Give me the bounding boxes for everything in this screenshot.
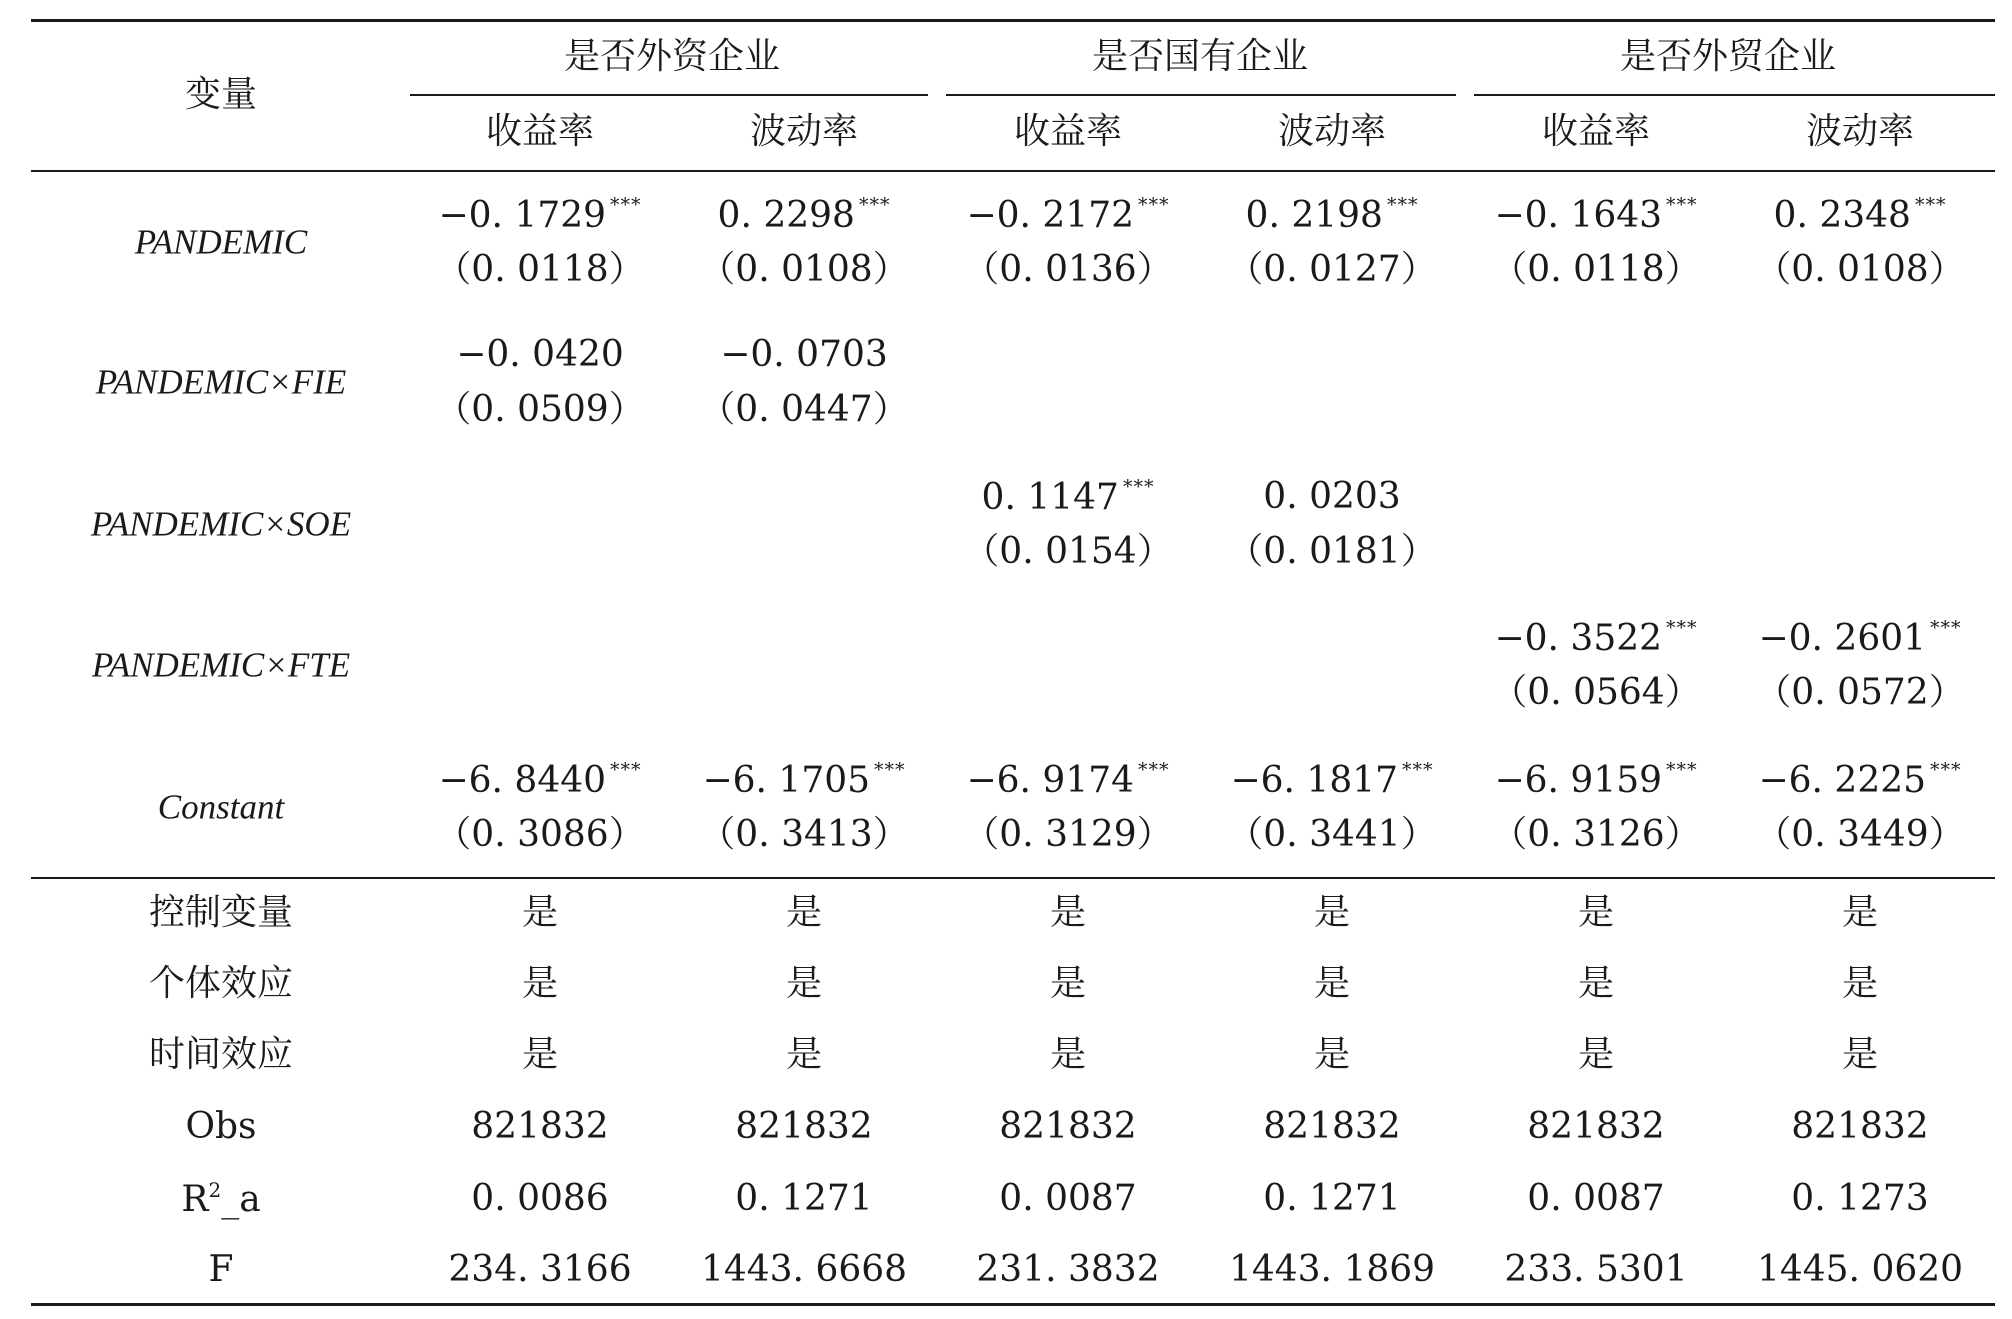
significance-stars: *** — [1666, 194, 1698, 216]
significance-stars: *** — [874, 759, 906, 781]
statistic-value: 233. 5301 — [1504, 1249, 1688, 1290]
standard-error: （0. 0181） — [1227, 531, 1437, 572]
statistic-value: 0. 0086 — [471, 1178, 609, 1219]
statistic-value: 是 — [521, 892, 559, 933]
statistic-value: 是 — [521, 963, 559, 1004]
row-label: 时间效应 — [148, 1034, 294, 1075]
coefficient-value — [456, 334, 624, 375]
header-bottom-rule — [31, 170, 1995, 172]
significance-stars: *** — [610, 759, 642, 781]
coefficient-number: −0. 1729 — [438, 195, 607, 236]
standard-error: （0. 0108） — [1755, 249, 1965, 290]
statistic-value: 是 — [785, 1034, 823, 1075]
coefficient-number: 0. 2348 — [1773, 195, 1911, 236]
coefficient-value — [1758, 619, 1961, 657]
row-label: PANDEMIC×FTE — [91, 645, 351, 685]
statistic-value: 是 — [1577, 963, 1615, 1004]
significance-stars: *** — [1402, 759, 1434, 781]
group-rule-3 — [1474, 94, 1995, 96]
significance-stars: *** — [1386, 194, 1419, 216]
statistic-value: 821832 — [1791, 1106, 1929, 1147]
standard-error: （0. 0572） — [1755, 672, 1965, 713]
standard-error: （0. 0154） — [963, 531, 1173, 572]
coefficient-value — [720, 334, 888, 375]
standard-error: （0. 0127） — [1227, 249, 1437, 290]
significance-stars: *** — [858, 194, 891, 216]
statistic-value: 是 — [1049, 1034, 1087, 1075]
statistic-value: 是 — [1049, 892, 1087, 933]
statistic-value: 是 — [1049, 963, 1087, 1004]
coefficient-number: −6. 8440 — [438, 760, 607, 801]
coefficient-value — [438, 761, 641, 799]
statistic-value: 0. 1271 — [735, 1178, 873, 1219]
statistic-value: 231. 3832 — [976, 1249, 1160, 1290]
significance-stars: *** — [1122, 476, 1155, 498]
significance-stars: *** — [1930, 617, 1962, 639]
variable-header: 变量 — [184, 74, 258, 115]
standard-error: （0. 3449） — [1755, 814, 1965, 855]
coefficient-value — [982, 478, 1155, 516]
subheader-volatility: 波动率 — [1277, 111, 1387, 152]
group-rule-2 — [946, 94, 1456, 96]
subheader-return: 收益率 — [485, 111, 595, 152]
coefficient-number: −0. 2172 — [966, 195, 1135, 236]
standard-error: （0. 3126） — [1491, 814, 1701, 855]
coefficient-number: −0. 3522 — [1494, 618, 1663, 659]
standard-error: （0. 3129） — [963, 814, 1173, 855]
statistic-value: 821832 — [999, 1106, 1137, 1147]
row-label: 个体效应 — [148, 963, 294, 1004]
standard-error: （0. 0136） — [963, 249, 1173, 290]
standard-error: （0. 0564） — [1491, 672, 1701, 713]
row-label: PANDEMIC×FIE — [95, 362, 347, 402]
significance-stars: *** — [1666, 617, 1698, 639]
row-label: F — [208, 1249, 234, 1290]
statistic-value: 0. 0087 — [1527, 1178, 1665, 1219]
standard-error: （0. 0447） — [699, 389, 909, 430]
superscript: 2 — [208, 1178, 222, 1202]
coefficient-value — [438, 196, 641, 234]
mid-rule — [31, 877, 1995, 879]
standard-error: （0. 0118） — [1491, 249, 1701, 290]
significance-stars: *** — [1138, 759, 1170, 781]
standard-error: （0. 0108） — [699, 249, 909, 290]
coefficient-number: −0. 1643 — [1494, 195, 1663, 236]
standard-error: （0. 3086） — [435, 814, 645, 855]
significance-stars: *** — [1930, 759, 1962, 781]
statistic-value: 0. 0087 — [999, 1178, 1137, 1219]
coefficient-number: −0. 2601 — [1758, 618, 1927, 659]
standard-error: （0. 0509） — [435, 389, 645, 430]
statistic-value: 821832 — [735, 1106, 873, 1147]
coefficient-value — [1494, 196, 1697, 234]
coefficient-number: −0. 0703 — [720, 334, 888, 375]
significance-stars: *** — [610, 194, 642, 216]
statistic-value: 是 — [1577, 892, 1615, 933]
significance-stars: *** — [1914, 194, 1947, 216]
statistic-value: 是 — [1313, 963, 1351, 1004]
row-label: Constant — [157, 787, 285, 827]
subheader-return: 收益率 — [1013, 111, 1123, 152]
row-label: PANDEMIC×SOE — [90, 504, 352, 544]
coefficient-value — [966, 196, 1169, 234]
coefficient-number: −6. 1817 — [1230, 760, 1399, 801]
statistic-value: 是 — [1313, 1034, 1351, 1075]
statistic-value: 是 — [521, 1034, 559, 1075]
statistic-value: 是 — [1841, 1034, 1879, 1075]
coefficient-number: −6. 1705 — [702, 760, 871, 801]
coefficient-number: −6. 2225 — [1758, 760, 1927, 801]
statistic-value: 0. 1273 — [1791, 1178, 1929, 1219]
statistic-value: 234. 3166 — [448, 1249, 632, 1290]
coefficient-value — [718, 196, 891, 234]
coefficient-number: −6. 9159 — [1494, 760, 1663, 801]
group-header-soe: 是否国有企业 — [1091, 36, 1309, 77]
top-rule — [31, 19, 1995, 22]
statistic-value: 1443. 6668 — [700, 1249, 908, 1290]
row-label: 控制变量 — [148, 892, 294, 933]
coefficient-value — [1246, 196, 1419, 234]
statistic-value: 是 — [1313, 892, 1351, 933]
group-header-fte: 是否外贸企业 — [1619, 36, 1837, 77]
coefficient-number: 0. 0203 — [1263, 476, 1401, 517]
statistic-value: 是 — [1577, 1034, 1615, 1075]
subheader-volatility: 波动率 — [1805, 111, 1915, 152]
coefficient-number: −0. 0420 — [456, 334, 624, 375]
statistic-value: 是 — [785, 963, 823, 1004]
coefficient-value — [966, 761, 1169, 799]
subheader-volatility: 波动率 — [749, 111, 859, 152]
standard-error: （0. 3413） — [699, 814, 909, 855]
coefficient-value — [1774, 196, 1947, 234]
group-header-fie: 是否外资企业 — [563, 36, 781, 77]
standard-error: （0. 3441） — [1227, 814, 1437, 855]
statistic-value: 是 — [1841, 963, 1879, 1004]
statistic-value: 是 — [785, 892, 823, 933]
coefficient-value — [1494, 761, 1697, 799]
coefficient-value — [1758, 761, 1961, 799]
coefficient-number: 0. 1147 — [981, 477, 1119, 518]
statistic-value: 1443. 1869 — [1228, 1249, 1436, 1290]
bottom-rule — [31, 1303, 1995, 1306]
coefficient-value — [1494, 619, 1697, 657]
coefficient-number: 0. 2298 — [717, 195, 855, 236]
coefficient-number: 0. 2198 — [1245, 195, 1383, 236]
row-label: Obs — [185, 1106, 257, 1147]
statistic-value: 1445. 0620 — [1756, 1249, 1964, 1290]
statistic-value: 是 — [1841, 892, 1879, 933]
statistic-value: 821832 — [1527, 1106, 1665, 1147]
significance-stars: *** — [1666, 759, 1698, 781]
statistic-value: 821832 — [471, 1106, 609, 1147]
coefficient-number: −6. 9174 — [966, 760, 1135, 801]
significance-stars: *** — [1138, 194, 1170, 216]
statistic-value: 821832 — [1263, 1106, 1401, 1147]
coefficient-value — [1230, 761, 1433, 799]
row-label: $R^2\_a$ — [181, 1178, 261, 1220]
statistic-value: 0. 1271 — [1263, 1178, 1401, 1219]
group-rule-1 — [410, 94, 928, 96]
subheader-return: 收益率 — [1541, 111, 1651, 152]
standard-error: （0. 0118） — [435, 249, 645, 290]
coefficient-value — [1263, 476, 1401, 517]
row-label: PANDEMIC — [134, 222, 308, 262]
coefficient-value — [702, 761, 905, 799]
